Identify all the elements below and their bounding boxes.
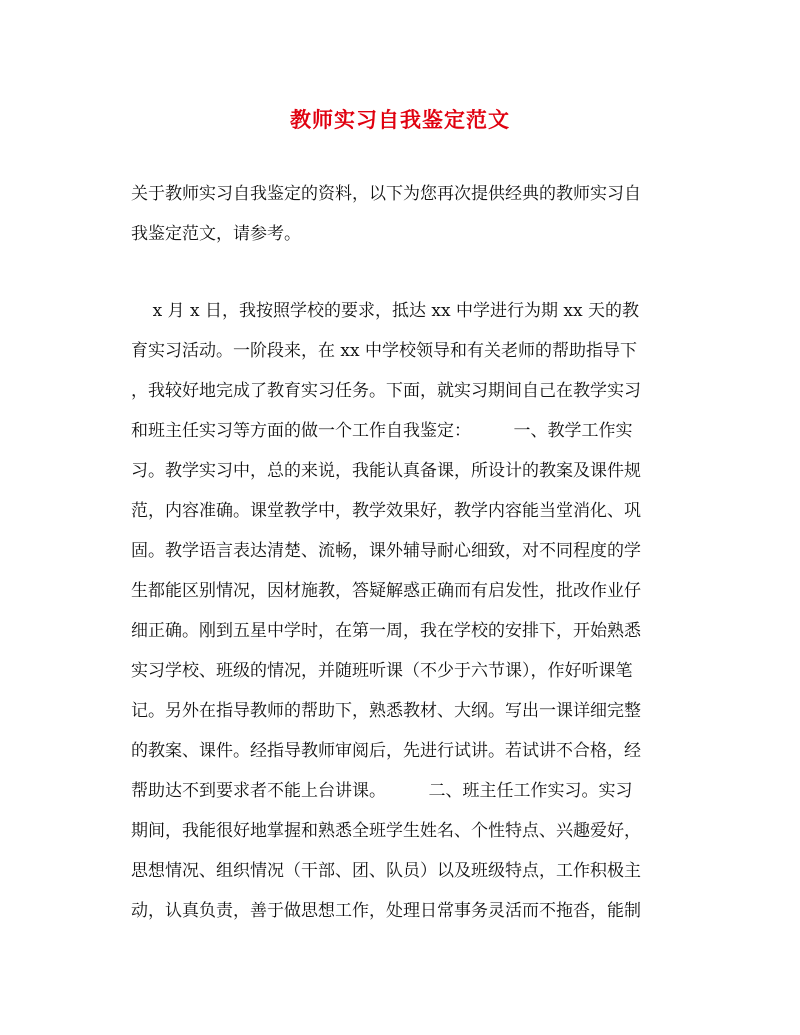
intro-line: 我鉴定范文，请参考。 bbox=[131, 224, 301, 244]
body-line: 的教案、课件。经指导教师审阅后，先进行试讲。若试讲不合格，经 bbox=[131, 741, 641, 761]
document-title: 教师实习自我鉴定范文 bbox=[290, 107, 510, 132]
body-line: 固。教学语言表达清楚、流畅，课外辅导耐心细致，对不同程度的学 bbox=[131, 541, 641, 561]
body-line: 动，认真负责，善于做思想工作，处理日常事务灵活而不拖沓，能制 bbox=[131, 901, 641, 921]
body-line: x 月 x 日，我按照学校的要求，抵达 xx 中学进行为期 xx 天的教 bbox=[131, 301, 639, 321]
body-line: 期间，我能很好地掌握和熟悉全班学生姓名、个性特点、兴趣爱好， bbox=[131, 821, 641, 841]
body-line: 习。教学实习中，总的来说，我能认真备课，所设计的教案及课件规 bbox=[131, 461, 641, 481]
body-line: 生都能区别情况，因材施教，答疑解惑正确而有启发性，批改作业仔 bbox=[131, 581, 641, 601]
body-line: 和班主任实习等方面的做一个工作自我鉴定： 一、教学工作实 bbox=[131, 421, 633, 441]
body-line: 细正确。刚到五星中学时，在第一周，我在学校的安排下，开始熟悉 bbox=[131, 621, 641, 641]
intro-line: 关于教师实习自我鉴定的资料，以下为您再次提供经典的教师实习自 bbox=[131, 184, 641, 204]
body-line: ，我较好地完成了教育实习任务。下面，就实习期间自己在教学实习 bbox=[131, 381, 641, 401]
body-line: 育实习活动。一阶段来，在 xx 中学校领导和有关老师的帮助指导下 bbox=[131, 341, 637, 361]
body-line: 范，内容准确。课堂教学中，教学效果好，教学内容能当堂消化、巩 bbox=[131, 501, 641, 521]
body-line: 思想情况、组织情况（干部、团、队员）以及班级特点，工作积极主 bbox=[131, 861, 641, 881]
body-line: 实习学校、班级的情况，并随班听课（不少于六节课），作好听课笔 bbox=[131, 661, 633, 681]
body-line: 记。另外在指导教师的帮助下，熟悉教材、大纲。写出一课详细完整 bbox=[131, 701, 641, 721]
body-line: 帮助达不到要求者不能上台讲课。 二、班主任工作实习。实习 bbox=[131, 781, 633, 801]
